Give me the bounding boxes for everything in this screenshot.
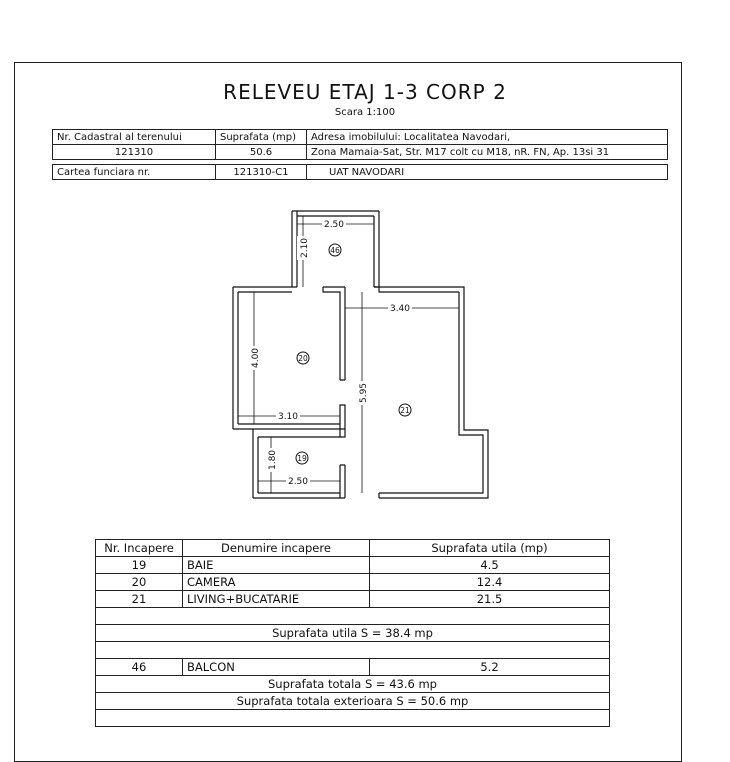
room-marker-21: 21 <box>400 406 410 415</box>
table-row <box>96 557 610 574</box>
dim-label-5-95: 5.95 <box>359 382 369 404</box>
dim-label-1-80: 1.80 <box>268 449 278 471</box>
address-line2: Zona Mamaia-Sat, Str. M17 colt cu M18, nR. FN, Ap. 13si 31 <box>307 145 668 160</box>
table-row <box>96 591 610 608</box>
room-area: 4.5 <box>370 557 610 574</box>
table-row <box>96 659 610 676</box>
room-name: BAIE <box>183 557 370 574</box>
spacer-row <box>96 710 610 727</box>
rooms-header-name: Denumire incapere <box>183 540 370 557</box>
useful-area-total: Suprafata utila S = 38.4 mp <box>96 625 610 642</box>
address-line1: Adresa imobilului: Localitatea Navodari, <box>307 130 668 145</box>
dim-label-2-50b: 2.50 <box>287 477 309 487</box>
rooms-table <box>95 539 610 727</box>
dim-label-3-40: 3.40 <box>389 304 411 314</box>
room-nr: 21 <box>96 591 183 608</box>
room-marker-46: 46 <box>330 246 340 255</box>
dim-label-2-50: 2.50 <box>323 220 345 230</box>
room-nr: 46 <box>96 659 183 676</box>
uat-value: UAT NAVODARI <box>307 165 668 180</box>
exterior-area: Suprafata totala exterioara S = 50.6 mp <box>96 693 610 710</box>
room-name: CAMERA <box>183 574 370 591</box>
partition-wall-mid <box>340 405 345 437</box>
room-area: 21.5 <box>370 591 610 608</box>
rooms-header-area: Suprafata utila (mp) <box>370 540 610 557</box>
drawing-title: RELEVEU ETAJ 1-3 CORP 2 <box>223 80 507 104</box>
spacer-row <box>96 608 610 625</box>
dim-label-2-10: 2.10 <box>300 237 310 259</box>
partition-wall-upper <box>323 287 345 380</box>
rooms-header-nr: Nr. Incapere <box>96 540 183 557</box>
cadastral-header: Nr. Cadastral al terenului <box>53 130 216 145</box>
spacer-row <box>96 642 610 659</box>
room-name: LIVING+BUCATARIE <box>183 591 370 608</box>
living-walls <box>374 287 488 498</box>
cadastral-value: 121310 <box>53 145 216 160</box>
area-header: Suprafata (mp) <box>216 130 307 145</box>
total-area: Suprafata totala S = 43.6 mp <box>96 676 610 693</box>
dim-label-4-00: 4.00 <box>251 347 261 369</box>
room-area: 5.2 <box>370 659 610 676</box>
bathroom-wall-right <box>340 465 345 498</box>
room-name: BALCON <box>183 659 370 676</box>
room-area: 12.4 <box>370 574 610 591</box>
area-value: 50.6 <box>216 145 307 160</box>
drawing-scale: Scara 1:100 <box>334 107 396 118</box>
room-nr: 19 <box>96 557 183 574</box>
land-book-value: 121310-C1 <box>216 165 307 180</box>
land-book-header: Cartea funciara nr. <box>53 165 216 180</box>
room-marker-19: 19 <box>297 454 307 463</box>
room-marker-20: 20 <box>298 354 308 363</box>
dim-label-3-10: 3.10 <box>277 412 299 422</box>
table-row <box>96 574 610 591</box>
room-nr: 20 <box>96 574 183 591</box>
